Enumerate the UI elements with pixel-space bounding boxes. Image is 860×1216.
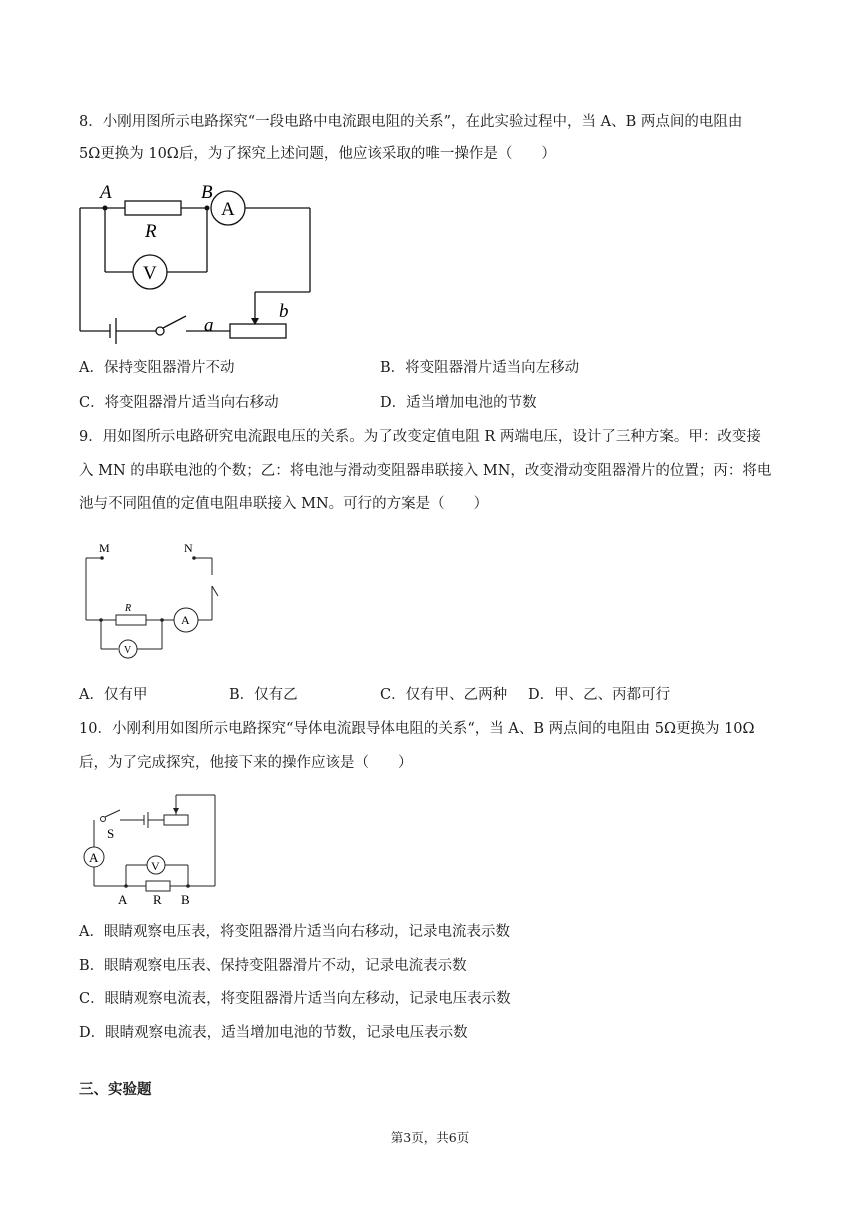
q8-option-d: D．适当增加电池的节数 <box>380 395 537 411</box>
q9-ammeter-symbol: A <box>181 613 190 627</box>
q10-label-A: A <box>118 892 128 907</box>
q10-option-a: A．眼睛观察电压表，将变阻器滑片适当向右移动，记录电流表示数 <box>79 924 510 940</box>
q9-voltmeter-symbol: V <box>124 645 132 656</box>
q10-voltmeter-symbol: V <box>151 859 160 873</box>
q10-label-B: B <box>181 892 190 907</box>
q10-option-b: B．眼睛观察电压表、保持变阻器滑片不动，记录电流表示数 <box>79 958 467 974</box>
q9-option-a: A．仅有甲 <box>79 687 148 703</box>
q8-label-R: R <box>145 221 157 242</box>
q10-label-R: R <box>153 892 162 907</box>
q8-label-A: A <box>100 182 112 203</box>
q9-option-d: D．甲、乙、丙都可行 <box>528 687 671 703</box>
q10-option-d: D．眼睛观察电流表，适当增加电池的节数，记录电压表示数 <box>79 1025 468 1041</box>
q9-option-c: C．仅有甲、乙两种 <box>380 687 508 703</box>
q8-ammeter-symbol: A <box>221 199 235 220</box>
q8-voltmeter-symbol: V <box>143 263 157 284</box>
q9-stem-line3: 池与不同阻值的定值电阻串联接入 MN。可行的方案是（ ） <box>79 496 489 512</box>
q9-option-b: B．仅有乙 <box>229 687 298 703</box>
q9-circuit-diagram <box>76 538 236 663</box>
q10-option-c: C．眼睛观察电流表，将变阻器滑片适当向左移动，记录电压表示数 <box>79 991 511 1007</box>
q9-stem-line2: 入 MN 的串联电池的个数；乙：将电池与滑动变阻器串联接入 MN，改变滑动变阻器滑片的位置；丙：将电 <box>79 463 772 479</box>
q9-label-N: N <box>184 541 193 555</box>
section-heading: 三、实验题 <box>79 1082 152 1098</box>
q10-circuit-diagram <box>76 790 226 908</box>
q10-stem-line1: 10．小刚利用如图所示电路探究“导体电流跟导体电阻的关系“，当 A、B 两点间的电阻由 5Ω更换为 10Ω <box>79 721 755 737</box>
q8-stem-line2: 5Ω更换为 10Ω后，为了探究上述问题，他应该采取的唯一操作是（ ） <box>79 146 556 162</box>
q8-option-c: C．将变阻器滑片适当向右移动 <box>79 395 279 411</box>
q8-label-b: b <box>279 301 289 322</box>
q8-option-b: B．将变阻器滑片适当向左移动 <box>380 360 580 376</box>
page-footer: 第3页，共6页 <box>390 1130 470 1145</box>
q8-label-a: a <box>204 315 214 336</box>
q9-stem-line1: 9．用如图所示电路研究电流跟电压的关系。为了改变定值电阻 R 两端电压，设计了三种方案。甲：改变接 <box>79 429 761 445</box>
q10-label-S: S <box>107 826 115 841</box>
q8-label-B: B <box>201 182 213 203</box>
q8-circuit-diagram <box>70 180 320 350</box>
q10-ammeter-symbol: A <box>89 850 99 865</box>
q8-stem-line1: 8．小刚用图所示电路探究“一段电路中电流跟电阻的关系”，在此实验过程中，当 A、B 两点间的电阻由 <box>79 114 743 130</box>
q10-stem-line2: 后，为了完成探究，他接下来的操作应该是（ ） <box>79 755 413 771</box>
q9-label-M: M <box>99 541 110 555</box>
q9-label-R: R <box>125 603 132 614</box>
q8-option-a: A．保持变阻器滑片不动 <box>79 360 235 376</box>
